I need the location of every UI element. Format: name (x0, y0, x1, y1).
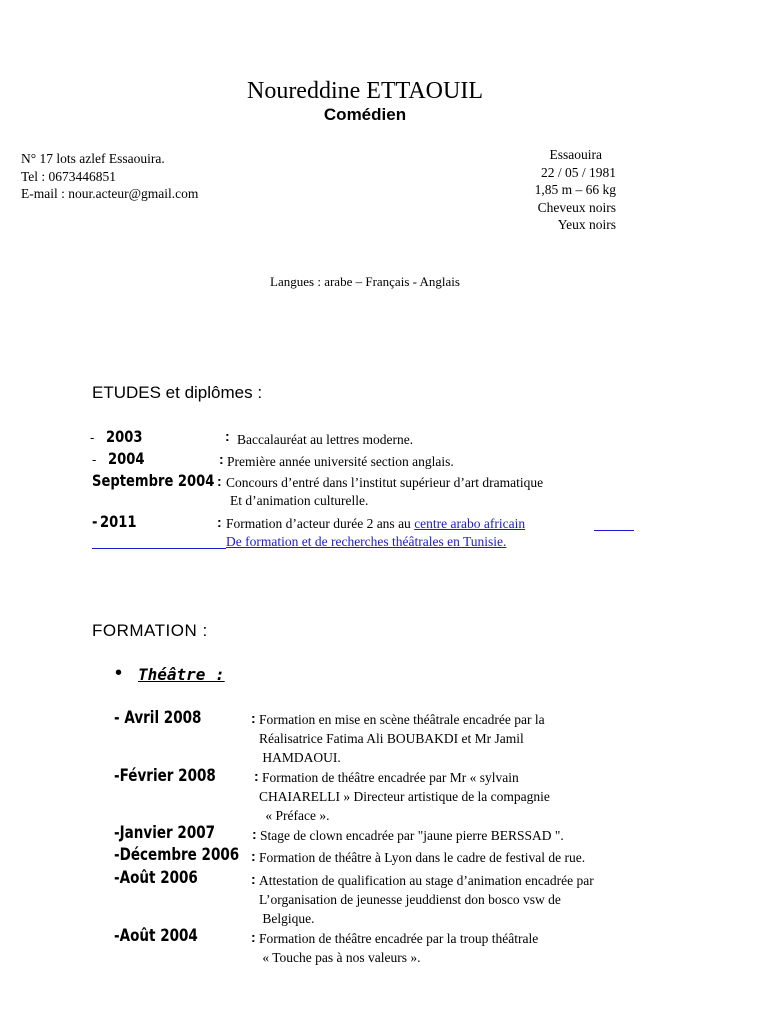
formation-line: « Préface ». (262, 808, 330, 823)
formation-colon: : (251, 871, 256, 887)
formation-date: -Janvier 2007 (114, 823, 216, 842)
languages-line: Langues : arabe – Français - Anglais (270, 274, 460, 289)
etude-prefix: - (92, 452, 97, 467)
birthdate: 22 / 05 / 1981 (540, 164, 616, 180)
formation-description (259, 929, 538, 967)
formation-date: -Août 2006 (114, 868, 198, 887)
etude-prefix: - (92, 512, 98, 531)
etude-colon: : (217, 514, 222, 530)
eye-color: Yeux noirs (557, 217, 616, 232)
etude-description-text: Formation d’acteur durée 2 ans au (226, 516, 415, 531)
formation-description (259, 871, 594, 928)
formation-colon: : (252, 826, 257, 842)
etude-year: Septembre 2004 (92, 471, 215, 490)
formation-colon: : (251, 848, 256, 864)
cv-name: Noureddine ETTAOUIL (246, 78, 483, 104)
category-theatre: Théâtre : (138, 665, 225, 684)
formation-line: « Touche pas à nos valeurs ». (259, 950, 421, 965)
etude-year: 2003 (106, 427, 143, 446)
formation-description (259, 768, 550, 825)
formation-description: Formation de théâtre à Lyon dans le cadre de festival de rue. (259, 850, 586, 865)
contact-tel: Tel : 0673446851 (21, 168, 117, 184)
physical-info-block (535, 146, 616, 234)
etude-colon: : (217, 473, 222, 489)
contact-email: E-mail : nour.acteur@gmail.com (21, 186, 199, 201)
formation-line: Formation de théâtre encadrée par la troup théâtrale (259, 931, 539, 946)
birth-city: Essaouira (549, 147, 602, 162)
etude-description: Première année université section anglais. (227, 454, 454, 469)
etude-description (226, 514, 525, 533)
formation-line: Attestation de qualification au stage d’animation encadrée par (259, 873, 594, 888)
etude-colon: : (219, 451, 224, 467)
formation-description: Stage de clown encadrée par "jaune pierre BERSSAD ". (260, 828, 564, 843)
formation-line: HAMDAOUI. (259, 750, 341, 765)
formation-line: Réalisatrice Fatima Ali BOUBAKDI et Mr Jamil (259, 731, 524, 746)
etude-year: 2004 (108, 449, 145, 468)
link-underline-leading (92, 548, 226, 549)
section-title-formation: FORMATION : (92, 621, 208, 640)
formation-colon: : (251, 710, 256, 726)
formation-date: - Avril 2008 (114, 708, 202, 727)
formation-date: -Février 2008 (114, 766, 216, 785)
formation-colon: : (254, 768, 259, 784)
etude-colon: : (225, 428, 230, 444)
formation-description (259, 710, 545, 767)
cv-profession: Comédien (323, 105, 407, 124)
formation-date: -Décembre 2006 (114, 845, 240, 864)
etude-description: Baccalauréat au lettres moderne. (237, 432, 414, 447)
section-title-etudes: ETUDES et diplômes : (92, 383, 263, 402)
formation-line: CHAIARELLI » Directeur artistique de la compagnie (259, 789, 550, 804)
contact-address: N° 17 lots azlef Essaouira. (21, 151, 165, 166)
formation-date: -Août 2004 (114, 926, 198, 945)
formation-line: Belgique. (259, 911, 315, 926)
institute-link[interactable]: centre arabo africain (414, 516, 526, 531)
formation-line: L’organisation de jeunesse jeuddienst don bosco vsw de (259, 892, 561, 907)
etude-prefix: - (90, 430, 95, 445)
hair-color: Cheveux noirs (537, 199, 616, 215)
formation-colon: : (251, 929, 256, 945)
contact-block (21, 150, 198, 203)
etude-description: Concours d’entré dans l’institut supérieur d’art dramatique (226, 475, 544, 490)
institute-link-cont[interactable]: De formation et de recherches théâtrales en Tunisie. (226, 534, 507, 549)
link-underline-extension (594, 530, 634, 531)
size-weight: 1,85 m – 66 kg (534, 182, 616, 197)
etude-description-cont: Et d’animation culturelle. (230, 493, 369, 508)
formation-line: Formation en mise en scène théâtrale encadrée par la (259, 712, 545, 727)
bullet-icon: • (115, 662, 123, 684)
formation-line: Formation de théâtre encadrée par Mr « sylvain (262, 770, 519, 785)
etude-year: 2011 (100, 512, 137, 531)
